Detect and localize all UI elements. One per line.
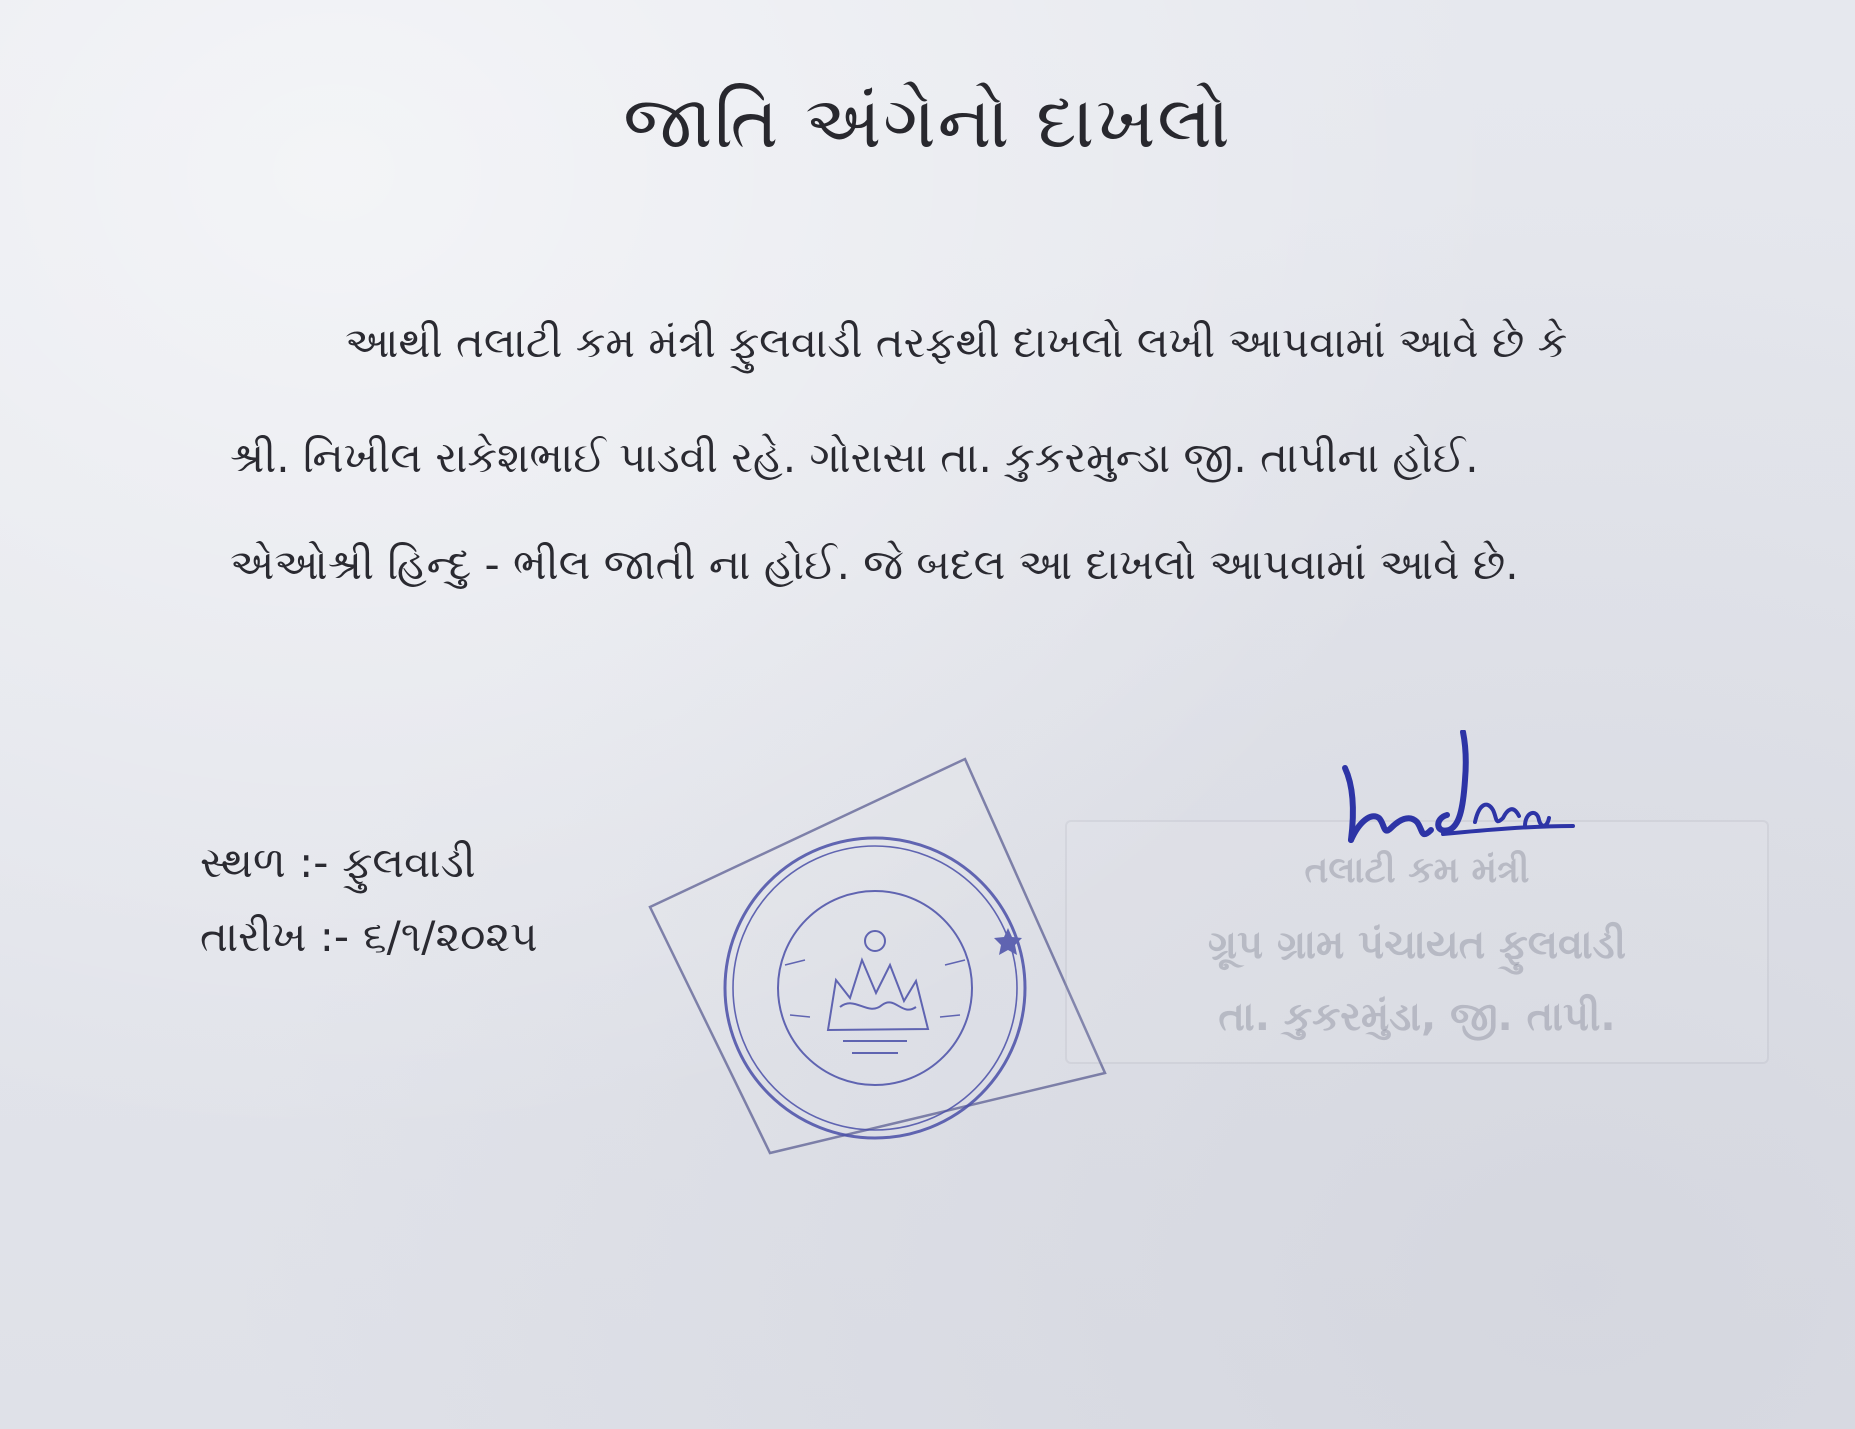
date-label: તારીખ :-	[200, 912, 350, 961]
round-seal-stamp	[640, 755, 1120, 1155]
body-line-3: એઓશ્રી હિન્દુ - ભીલ જાતી ના હોઈ. જે બદલ આ દાખલો આપવામાં આવે છે.	[230, 540, 1519, 589]
signature	[1325, 730, 1585, 860]
document-title: જાતિ અંગેનો દાખલો	[623, 80, 1232, 164]
stamp-office: ગ્રૂપ ગ્રામ પંચાયત ફુલવાડી	[1207, 922, 1627, 968]
place-value: ફુલવાડી	[342, 838, 476, 887]
body-line-1: આથી તલાટી કમ મંત્રી ફુલવાડી તરફથી દાખલો લખી આપવામાં આવે છે કે	[345, 318, 1568, 367]
date-value: ૬/૧/૨૦૨૫	[363, 912, 538, 961]
body-line-2: શ્રી. નિખીલ રાકેશભાઈ પાડવી રહે. ગોરાસા તા. કુકરમુન્ડા જી. તાપીના હોઈ.	[230, 433, 1479, 482]
stamp-location: તા. કુકરમુંડા, જી. તાપી.	[1218, 994, 1616, 1040]
stamp-designation: તલાટી કમ મંત્રી	[1304, 850, 1530, 891]
place-field	[200, 838, 476, 888]
place-label: સ્થળ :-	[200, 838, 329, 887]
date-field	[200, 912, 538, 962]
